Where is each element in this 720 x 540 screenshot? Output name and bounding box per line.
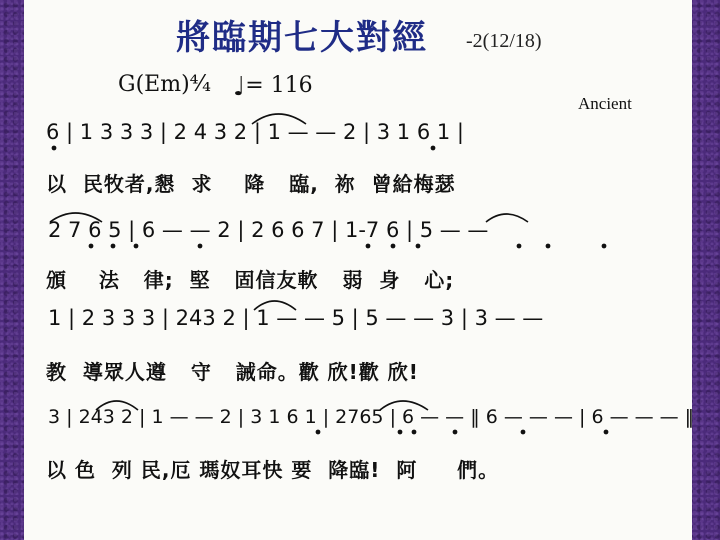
octave-dot <box>52 146 57 151</box>
slur-mark <box>254 301 296 310</box>
slur-mark <box>380 401 428 410</box>
octave-dot <box>366 244 371 249</box>
octave-dot <box>521 430 526 435</box>
octave-dot <box>412 430 417 435</box>
tempo-value: = 116 <box>245 73 313 98</box>
slur-mark <box>96 401 138 410</box>
lyrics-line-3: 教 導眾人遵 守 誡命。歡 欣!歡 欣! <box>46 360 419 384</box>
title-suffix: -2(12/18) <box>466 30 542 52</box>
lyrics-line-4: 以 色 列 民,厄 瑪奴耳快 要 降臨! 阿 們。 <box>46 458 500 482</box>
notation-line-1: 6 | 1 3 3 3 | 2 4 3 2 | 1 — — 2 | 3 1 6 1 | <box>46 120 464 144</box>
octave-dot <box>89 244 94 249</box>
octave-dot <box>391 244 396 249</box>
notation-line-3: 1 | 2 3 3 3 | 243 2 | 1 — — 5 | 5 — — 3 | 3 — — <box>48 306 544 330</box>
octave-dot <box>431 146 436 151</box>
octave-dot <box>453 430 458 435</box>
page-title: 將臨期七大對經 <box>176 18 428 58</box>
notation-line-4: 3 | 243 2 | 1 — — 2 | 3 1 6 1 | 2765 | 6 — — ‖ 6 — — — | 6 — — — ‖ <box>48 406 695 428</box>
octave-dot <box>604 430 609 435</box>
slur-mark <box>50 213 102 222</box>
octave-dot <box>134 244 139 249</box>
octave-dot <box>602 244 607 249</box>
octave-dot <box>316 430 321 435</box>
quarter-note-icon: ♩ <box>233 72 246 102</box>
octave-dot <box>517 244 522 249</box>
key-signature: G(Em)⁴⁄₄ <box>118 72 211 97</box>
octave-dot <box>198 244 203 249</box>
lyrics-line-2: 頒 法 律; 堅 固信友軟 弱 身 心; <box>46 268 455 292</box>
lyrics-line-1: 以 民牧者,懇 求 降 臨, 祢 曾給梅瑟 <box>46 172 456 196</box>
octave-dot <box>398 430 403 435</box>
notation-line-2: 2 7 6 5 | 6 — — 2 | 2 6 6 7 | 1-7 6 | 5 — — <box>48 218 489 242</box>
slur-mark <box>252 114 306 124</box>
octave-dot <box>111 244 116 249</box>
octave-dot <box>416 244 421 249</box>
slur-mark <box>486 214 528 222</box>
style-note: Ancient <box>578 94 632 113</box>
octave-dot <box>546 244 551 249</box>
